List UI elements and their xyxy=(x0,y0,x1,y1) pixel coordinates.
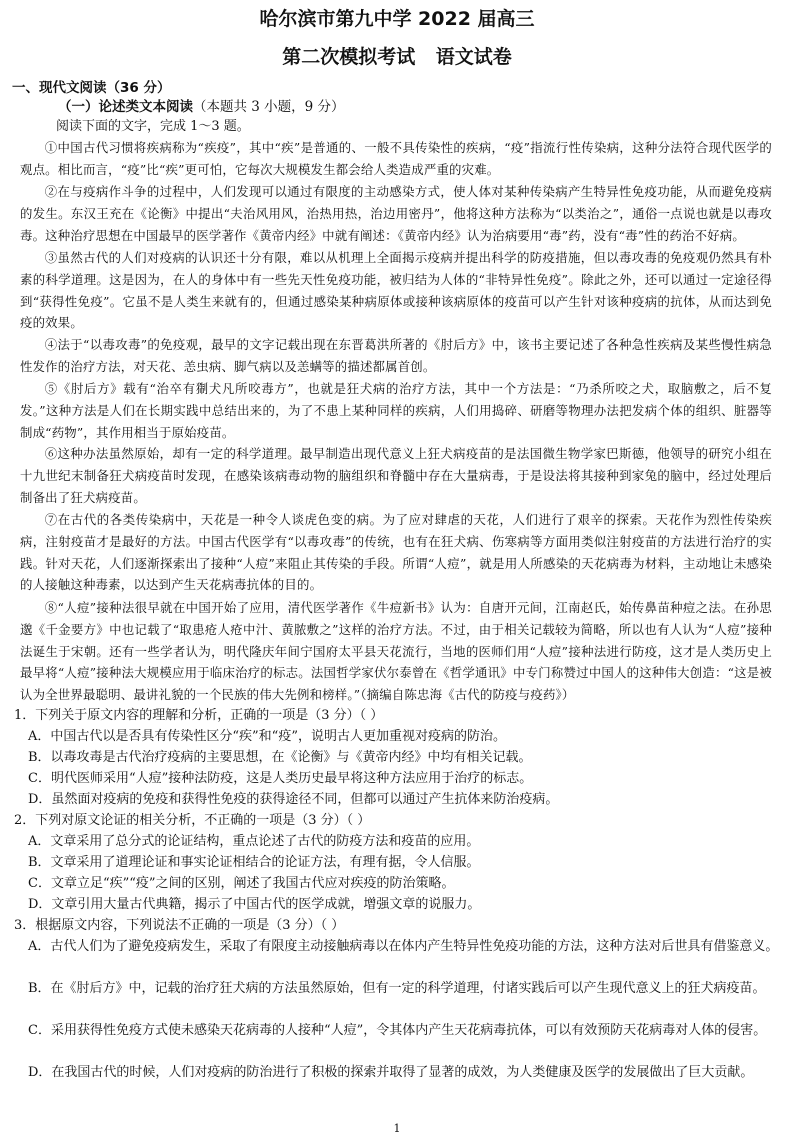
paragraph-6: ⑥这种办法虽然原始，却有一定的科学道理。最早制造出现代意义上狂犬病疫苗的是法国微生物学家巴斯德，他领导的研究小组在十九世纪末制备狂犬病疫苗时发现，在感染该病毒动物的脑组织和脊髓中存在大量病毒，于是设法将其接种到家兔的脑中，经过处理后制备出了狂犬病疫苗。 xyxy=(20,446,772,505)
paragraph-5: ⑤《肘后方》载有“治卒有猘犬凡所咬毒方”，也就是狂犬病的治疗方法，其中一个方法是：“乃杀所咬之犬，取脑敷之，后不复发。”这种方法是人们在长期实践中总结出来的，为了不患上某种同样的疾病，人们用捣碎、研磨等物理办法把发病个体的组织、脏器等制成“药物”，其作用相当于原始疫苗。 xyxy=(20,381,772,440)
question-2-stem: 2．下列对原文论证的相关分析，不正确的一项是（3 分）（ ） xyxy=(14,813,371,828)
question-2-option-b: B．文章采用了道理论证和事实论证相结合的论证方法，有理有据，令人信服。 xyxy=(28,855,480,870)
question-2-option-a: A．文章采用了总分式的论证结构，重点论述了古代的防疫方法和疫苗的应用。 xyxy=(28,834,480,849)
paragraph-2: ②在与疫病作斗争的过程中，人们发现可以通过有限度的主动感染方式，使人体对某种传染病产生特异性免疫功能，从而避免疫病的发生。东汉王充在《论衡》中提出“夫治风用风，治热用热，治边用密丹”，他将这种方法称为“以类治之”，通俗一点说也就是以毒攻毒。这种治疗思想在中国最早的医学著作《黄帝内经》中就有阐述：《黄帝内经》认为治病要用“毒”药，没有“毒”性的药治不好病。 xyxy=(20,184,772,243)
paragraph-7: ⑦在古代的各类传染病中，天花是一种令人谈虎色变的病。为了应对肆虐的天花，人们进行了艰辛的探索。天花作为烈性传染疾病，注射疫苗才是最好的方法。中国古代医学有“以毒攻毒”的传统，也有在狂犬病、伤寒病等方面用类似注射疫苗的方法进行治疗的实践。针对天花，人们逐渐探索出了接种“人痘”来阻止其传染的手段。所谓“人痘”，就是用人所感染的天花病毒为材料，主动地让未感染的人接触这种毒素，以达到产生天花病毒抗体的目的。 xyxy=(20,512,772,593)
question-3-stem: 3．根据原文内容，下列说法不正确的一项是（3 分）（ ） xyxy=(14,918,345,933)
question-1-option-b: B．以毒攻毒是古代治疗疫病的主要思想，在《论衡》与《黄帝内经》中均有相关记载。 xyxy=(28,750,532,765)
question-1-option-c: C．明代医师采用“人痘”接种法防疫，这是人类历史最早将这种方法应用于治疗的标志。 xyxy=(28,771,533,786)
question-1-option-d: D．虽然面对疫病的免疫和获得性免疫的获得途径不同，但都可以通过产生抗体来防治疫病。 xyxy=(28,792,559,807)
question-2-option-c: C．文章立足“疾”“疫”之间的区别，阐述了我国古代应对疾疫的防治策略。 xyxy=(28,876,455,891)
subsection-title: （一）论述类文本阅读 xyxy=(58,99,193,115)
question-2-option-d: D．文章引用大量古代典籍，揭示了中国古代的医学成就，增强文章的说服力。 xyxy=(28,897,481,912)
question-1-option-a: A．中国古代以是否具有传染性区分“疾”和“疫”，说明古人更加重视对疫病的防治。 xyxy=(28,729,506,744)
question-1-stem: 1．下列关于原文内容的理解和分析，正确的一项是（3 分）（ ） xyxy=(14,708,384,723)
question-3-option-d: D．在我国古代的时候，人们对疫病的防治进行了积极的探索并取得了显著的成效，为人类健康及医学的发展做出了巨大贡献。 xyxy=(28,1065,754,1080)
page-number: 1 xyxy=(393,1122,401,1135)
exam-school-title: 哈尔滨市第九中学 2022 届高三 xyxy=(259,8,535,30)
section-heading: 一、现代文阅读（36 分） xyxy=(12,80,171,96)
subsection-note: （本题共 3 小题，9 分） xyxy=(193,99,345,115)
exam-paper-title: 第二次模拟考试 语文试卷 xyxy=(282,46,512,68)
paragraph-8: ⑧“人痘”接种法很早就在中国开始了应用，清代医学著作《牛痘新书》认为：自唐开元间，江南赵氏，始传鼻苗种痘之法。在孙思邈《千金要方》中也记载了“取患疮人疮中汁、黄脓敷之”这样的治疗方法。不过，由于相关记载较为简略，所以也有人认为“人痘”接种法诞生于宋朝。还有一些学者认为，明代隆庆年间宁国府太平县天花流行，当地的医师们用“人痘”接种法进行防疫，这才是人类历史上最早将“人痘”接种法大规模应用于临床治疗的标志。法国哲学家伏尔泰曾在《哲学通讯》中专门称赞过中国人的这种伟大创造：“这是被认为全世界最聪明、最讲礼貌的一个民族的伟大先例和榜样。”（摘编自陈忠海《古代的防疫与疫药》） xyxy=(20,600,772,703)
subsection-heading xyxy=(58,98,345,116)
paragraph-1: ①中国古代习惯将疾病称为“疾疫”，其中“疾”是普通的、一般不具传染性的疾病，“疫”指流行性传染病，这种分法符合现代医学的观点。相比而言，“疫”比“疾”更可怕，它每次大规模发生都会给人类造成严重的灾难。 xyxy=(20,140,772,177)
reading-instruction: 阅读下面的文字，完成 1～3 题。 xyxy=(56,119,250,134)
question-3-option-b: B．在《肘后方》中，记载的治疗狂犬病的方法虽然原始，但有一定的科学道理，付诸实践后可以产生现代意义上的狂犬病疫苗。 xyxy=(28,981,766,996)
question-3-option-a: A．古代人们为了避免疫病发生，采取了有限度主动接触病毒以在体内产生特异性免疫功能的方法，这种方法对后世具有借鉴意义。 xyxy=(28,939,779,954)
paragraph-4: ④法于“以毒攻毒”的免疫观，最早的文字记载出现在东晋葛洪所著的《肘后方》中，该书主要记述了各种急性疾病及某些慢性病急性发作的治疗方法，对天花、恙虫病、脚气病以及恙螨等的描述都属首创。 xyxy=(20,337,772,374)
question-3-option-c: C．采用获得性免疫方式使未感染天花病毒的人接种“人痘”，令其体内产生天花病毒抗体，可以有效预防天花病毒对人体的侵害。 xyxy=(28,1023,767,1038)
paragraph-3: ③虽然古代的人们对疫病的认识还十分有限，难以从机理上全面揭示疫病并提出科学的防疫措施，但以毒攻毒的免疫观仍然具有朴素的科学道理。这是因为，在人的身体中有一些先天性免疫功能，被归结为人体的“非特异性免疫”。除此之外，还可以通过一定途径得到“获得性免疫”。它虽不是人类生来就有的，但通过感染某种病原体或接种该病原体的疫苗可以产生针对该种疫病的抗体，从而达到免疫的效果。 xyxy=(20,250,772,331)
